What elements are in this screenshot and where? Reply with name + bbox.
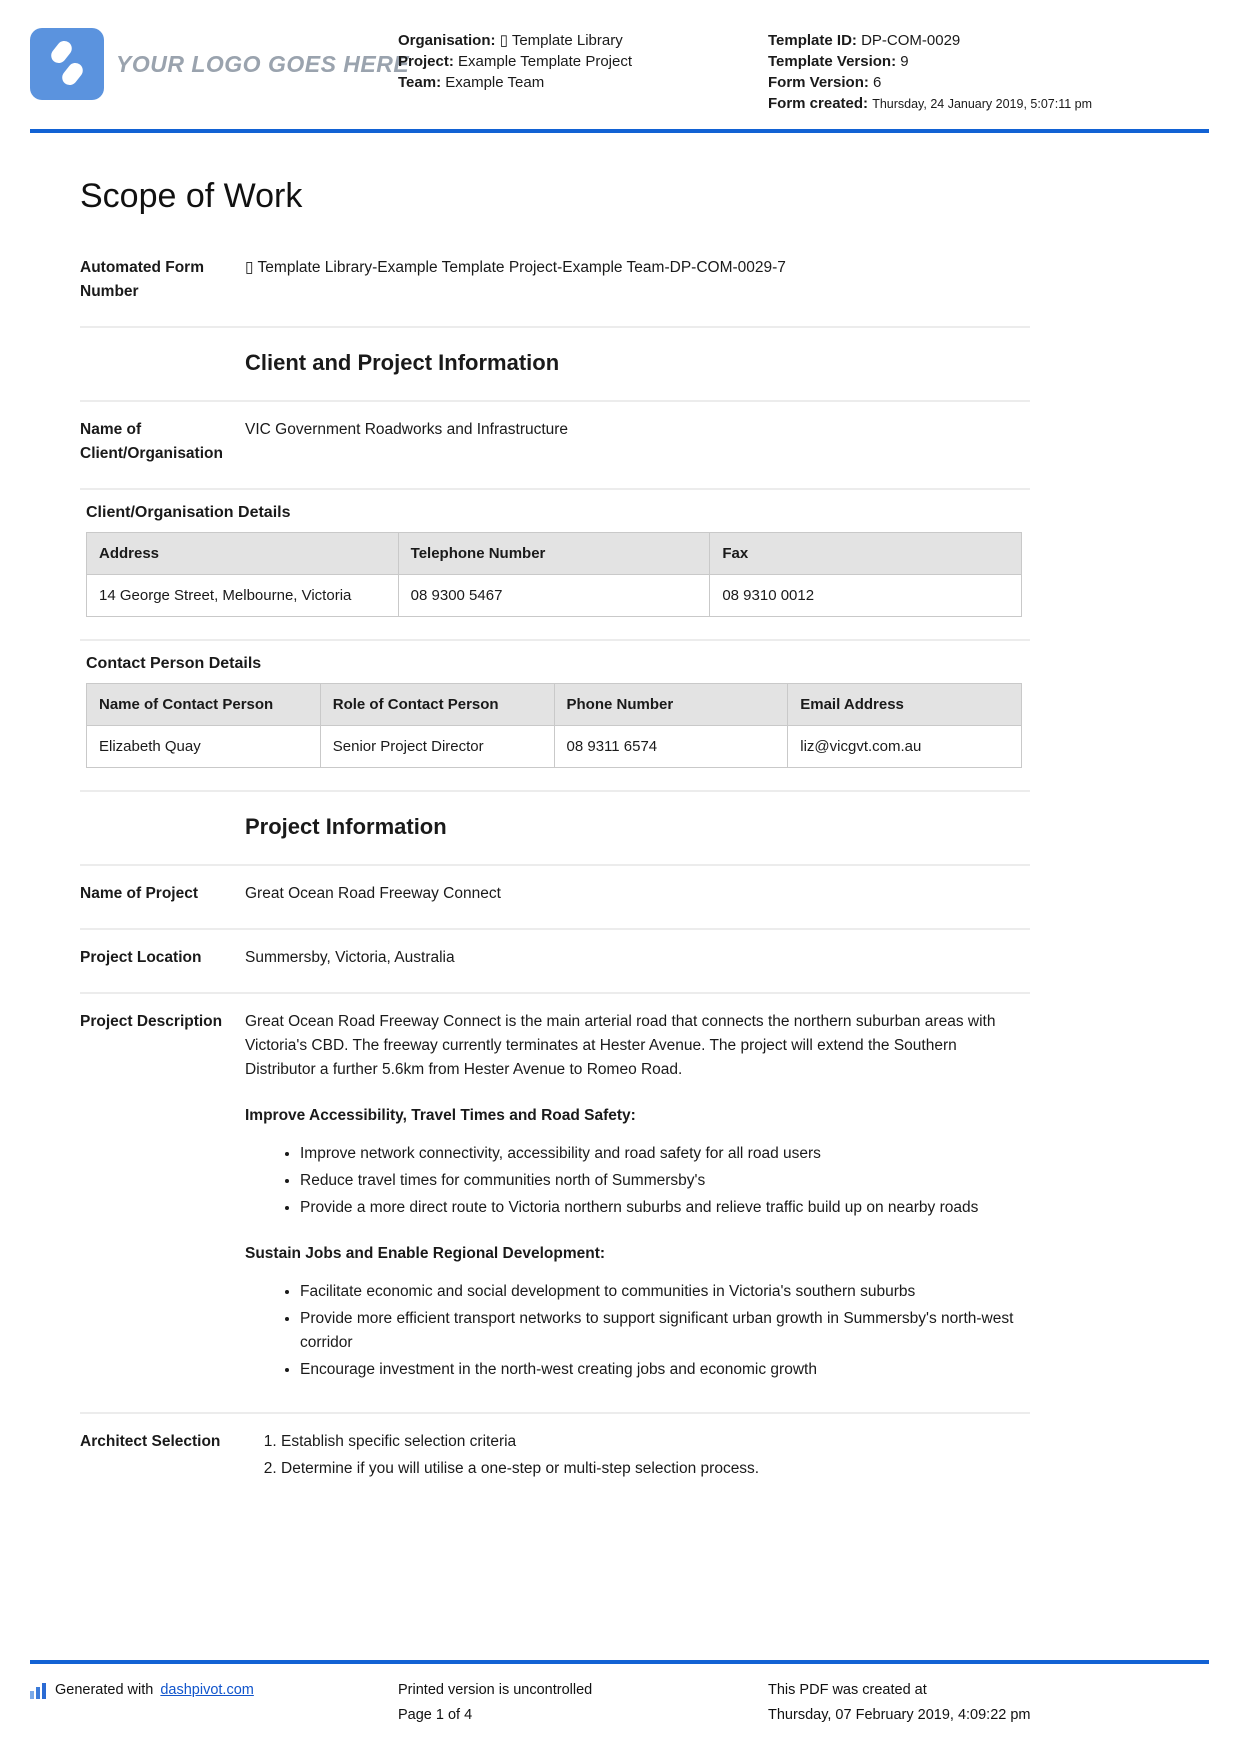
list-item: • Reduce travel times for communities north of Summersby's	[300, 1169, 1030, 1193]
description-group1-heading: Improve Accessibility, Travel Times and Road Safety:	[245, 1107, 636, 1124]
project-line	[398, 51, 768, 72]
generated-with-text: Generated with	[55, 1682, 154, 1698]
contact-table-header-row	[87, 684, 1022, 726]
org-table-row	[87, 575, 1022, 617]
template-version-line	[768, 51, 1108, 72]
form-number-value: ▯ Template Library-Example Template Project-Example Team-DP-COM-0029-7	[245, 259, 786, 276]
contact-details-table	[86, 683, 1022, 768]
project-label: Project:	[398, 53, 454, 70]
org-table-cell-fax: 08 9310 0012	[710, 575, 1022, 617]
project-location-label: Project Location	[80, 949, 202, 966]
org-table-col-fax: Fax	[710, 533, 1022, 575]
list-item: • Provide more efficient transport networks to support significant urban growth in Summersby's north-west corridor	[300, 1307, 1030, 1355]
list-item: 1. Establish specific selection criteria	[281, 1430, 1030, 1454]
footer-generated	[30, 1678, 398, 1703]
project-name-label: Name of Project	[80, 885, 199, 902]
form-number-row	[80, 240, 1030, 326]
template-version-value: 9	[900, 53, 909, 70]
form-created-line	[768, 93, 1108, 115]
description-group2-heading: Sustain Jobs and Enable Regional Development:	[245, 1245, 606, 1262]
template-id-value: DP-COM-0029	[861, 32, 961, 49]
team-value: Example Team	[445, 74, 545, 91]
project-value: Example Template Project	[458, 53, 633, 70]
footer-printed	[398, 1678, 768, 1728]
client-name-label: Name of Client/Organisation	[80, 421, 223, 462]
contact-table-col-role: Role of Contact Person	[320, 684, 554, 726]
project-description-value	[245, 1010, 1030, 1390]
contact-table-cell-phone: 08 9311 6574	[554, 726, 788, 768]
contact-table-col-phone: Phone Number	[554, 684, 788, 726]
header-meta-right	[768, 28, 1108, 115]
dashpivot-link[interactable]: dashpivot.com	[160, 1682, 254, 1698]
form-version-line	[768, 72, 1108, 93]
pdf-created-date: Thursday, 07 February 2019, 4:09:22 pm	[768, 1707, 1031, 1723]
description-group2-list	[245, 1280, 1030, 1382]
contact-details-heading: Contact Person Details	[86, 655, 262, 672]
project-description-label: Project Description	[80, 1013, 223, 1030]
project-name-value: Great Ocean Road Freeway Connect	[245, 885, 501, 902]
contact-table-cell-name: Elizabeth Quay	[87, 726, 321, 768]
section-heading-project-info: Project Information	[245, 814, 447, 839]
footer-created	[768, 1678, 1209, 1728]
logo-icon	[30, 28, 104, 100]
list-item: • Encourage investment in the north-west creating jobs and economic growth	[300, 1358, 1030, 1382]
logo-placeholder-text: YOUR LOGO GOES HERE	[116, 50, 410, 77]
architect-selection-value	[245, 1430, 1030, 1484]
project-location-value: Summersby, Victoria, Australia	[245, 949, 455, 966]
document-content	[0, 177, 1239, 1506]
architect-selection-label: Architect Selection	[80, 1433, 221, 1450]
team-label: Team:	[398, 74, 442, 91]
form-number-label: Automated Form Number	[80, 259, 204, 300]
organisation-label: Organisation:	[398, 32, 496, 49]
project-name-row	[80, 866, 1030, 928]
template-version-label: Template Version:	[768, 53, 897, 70]
list-item: • Provide a more direct route to Victoria northern suburbs and relieve traffic build up on nearby roads	[300, 1196, 1030, 1220]
list-item: • Facilitate economic and social development to communities in Victoria's southern suburbs	[300, 1280, 1030, 1304]
printed-version-text: Printed version is uncontrolled	[398, 1682, 593, 1698]
architect-selection-list	[245, 1430, 1030, 1481]
footer-columns	[30, 1678, 1209, 1728]
org-table-col-telephone: Telephone Number	[398, 533, 710, 575]
description-group1-list	[245, 1142, 1030, 1220]
org-table-cell-telephone: 08 9300 5467	[398, 575, 710, 617]
list-item: • Improve network connectivity, accessibility and road safety for all road users	[300, 1142, 1030, 1166]
project-location-row	[80, 930, 1030, 992]
header-meta-left	[398, 28, 768, 93]
page-title: Scope of Work	[80, 177, 303, 215]
description-intro: Great Ocean Road Freeway Connect is the main arterial road that connects the northern suburban areas with Victoria's CBD. The freeway currently terminates at Hester Avenue. The project will extend the Southern Distributor a further 5.6km from Hester Avenue to Romeo Road.	[245, 1013, 996, 1078]
org-table-col-address: Address	[87, 533, 399, 575]
organisation-line	[398, 30, 768, 51]
client-name-value: VIC Government Roadworks and Infrastructure	[245, 421, 569, 438]
team-line	[398, 72, 768, 93]
contact-table-cell-role: Senior Project Director	[320, 726, 554, 768]
org-details-block	[80, 490, 1030, 639]
form-created-value: Thursday, 24 January 2019, 5:07:11 pm	[872, 97, 1093, 111]
contact-details-block	[80, 641, 1030, 790]
page-number-text: Page 1 of 4	[398, 1707, 473, 1723]
page-header	[0, 0, 1239, 115]
org-table-cell-address: 14 George Street, Melbourne, Victoria	[87, 575, 399, 617]
list-item: 2. Determine if you will utilise a one-step or multi-step selection process.	[281, 1457, 1030, 1481]
contact-table-col-email: Email Address	[788, 684, 1022, 726]
pdf-created-text: This PDF was created at	[768, 1682, 927, 1698]
section-heading-client-project: Client and Project Information	[245, 350, 560, 375]
template-id-line	[768, 30, 1108, 51]
org-details-heading: Client/Organisation Details	[86, 504, 291, 521]
page-footer	[0, 1660, 1239, 1754]
org-details-table	[86, 532, 1022, 617]
contact-table-row	[87, 726, 1022, 768]
project-description-row	[80, 994, 1030, 1412]
org-table-header-row	[87, 533, 1022, 575]
contact-table-col-name: Name of Contact Person	[87, 684, 321, 726]
header-divider	[30, 129, 1209, 133]
form-created-label: Form created:	[768, 95, 869, 112]
architect-selection-row	[80, 1414, 1030, 1506]
dashpivot-bars-icon	[30, 1682, 48, 1700]
form-version-label: Form Version:	[768, 74, 869, 91]
form-version-value: 6	[873, 74, 882, 91]
company-logo	[30, 28, 410, 100]
footer-divider	[30, 1660, 1209, 1664]
contact-table-cell-email: liz@vicgvt.com.au	[788, 726, 1022, 768]
client-name-row	[80, 402, 1030, 488]
template-id-label: Template ID:	[768, 32, 857, 49]
organisation-value: ▯ Template Library	[499, 32, 623, 49]
